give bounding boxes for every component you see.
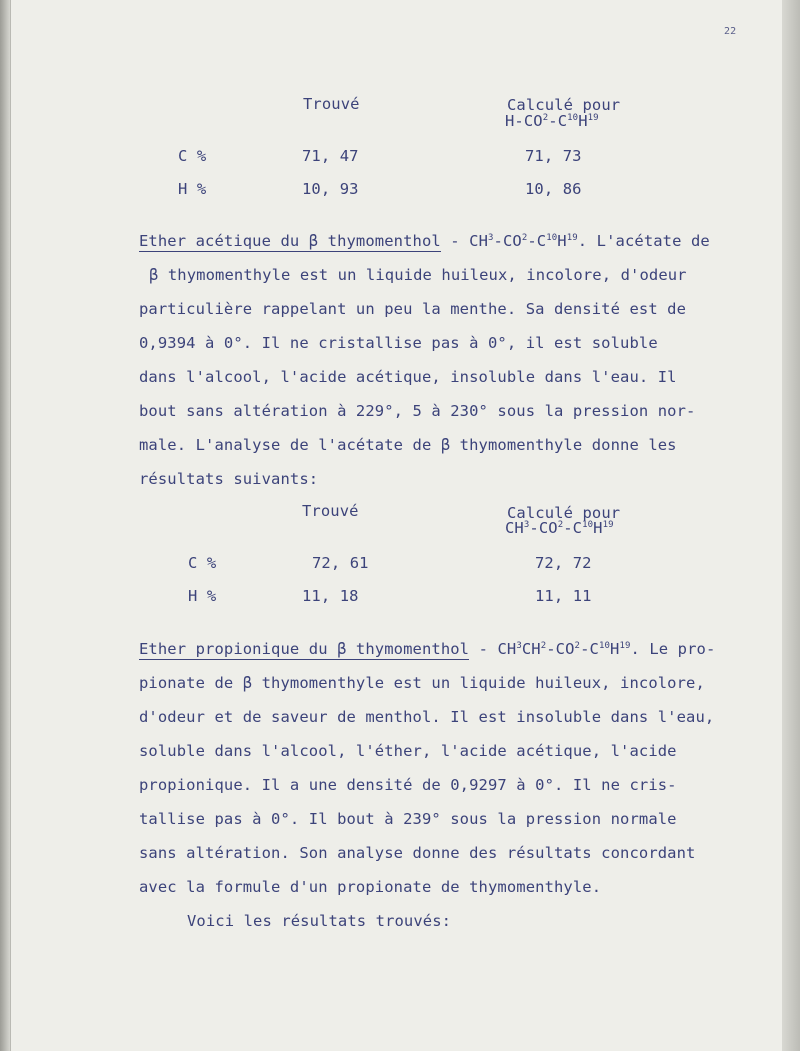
section1-line: résultats suivants:: [139, 470, 319, 488]
table1-row-c-label: C %: [178, 147, 207, 165]
table2-formula: $CH^3-CO^2-C^{10}H^{19}$: [505, 519, 614, 537]
table1-row-c-found: 71, 47: [302, 147, 359, 165]
table1-formula: $H-CO^2-C^{10}H^{19}$: [505, 112, 599, 130]
table2-row-h-found: 11, 18: [302, 587, 359, 605]
table2-row-h-calc: 11, 11: [535, 587, 592, 605]
section2-line: sans altération. Son analyse donne des résultats concordant: [139, 844, 696, 862]
section2-formula: $CH^3CH^2-CO^2-C^{10}H^{19}$.: [497, 640, 640, 658]
section1-line: β thymomenthyle est un liquide huileux, incolore, d'odeur: [149, 266, 687, 284]
table1-row-h-calc: 10, 86: [525, 180, 582, 198]
section1-line: particulière rappelant un peu la menthe. Sa densité est de: [139, 300, 687, 318]
section1-line: 0,9394 à 0°. Il ne cristallise pas à 0°, il est soluble: [139, 334, 658, 352]
section2-line: propionique. Il a une densité de 0,9297 à 0°. Il ne cris-: [139, 776, 677, 794]
page-number: 22: [724, 26, 737, 37]
page-right-edge: [782, 0, 800, 1051]
table1-header-found: Trouvé: [303, 95, 360, 113]
section1-line: bout sans altération à 229°, 5 à 230° sous la pression nor-: [139, 402, 696, 420]
page-binding-edge: [0, 0, 10, 1051]
section2-closing: Voici les résultats trouvés:: [187, 912, 452, 930]
table1-row-h-label: H %: [178, 180, 207, 198]
section2-title: Ether propionique du β thymomenthol: [139, 640, 470, 658]
table1-row-c-calc: 71, 73: [525, 147, 582, 165]
section2-line: d'odeur et de saveur de menthol. Il est insoluble dans l'eau,: [139, 708, 715, 726]
section1-formula: $CH^3-CO^2-C^{10}H^{19}$.: [469, 232, 588, 250]
section2-first-line: Ether propionique du β thymomenthol - $CH^3CH^2-CO^2-C^{10}H^{19}$. Le pro-: [139, 640, 716, 658]
section1-line: dans l'alcool, l'acide acétique, insoluble dans l'eau. Il: [139, 368, 677, 386]
section2-line: pionate de β thymomenthyle est un liquide huileux, incolore,: [139, 674, 705, 692]
table2-header-calc: Calculé pour: [507, 504, 621, 522]
table2-row-c-label: C %: [188, 554, 217, 572]
table2-row-c-found: 72, 61: [312, 554, 369, 572]
table2-header-found: Trouvé: [302, 502, 359, 520]
section1-title: Ether acétique du β thymomenthol: [139, 232, 441, 250]
section2-line: tallise pas à 0°. Il bout à 239° sous la pression normale: [139, 810, 677, 828]
table1-header-calc: Calculé pour: [507, 96, 621, 114]
section2-line: soluble dans l'alcool, l'éther, l'acide acétique, l'acide: [139, 742, 677, 760]
table2-row-h-label: H %: [188, 587, 217, 605]
section1-line: male. L'analyse de l'acétate de β thymomenthyle donne les: [139, 436, 677, 454]
table2-row-c-calc: 72, 72: [535, 554, 592, 572]
section2-line: avec la formule d'un propionate de thymomenthyle.: [139, 878, 602, 896]
table1-row-h-found: 10, 93: [302, 180, 359, 198]
section1-first-line: Ether acétique du β thymomenthol - $CH^3-CO^2-C^{10}H^{19}$. L'acétate de: [139, 232, 710, 250]
